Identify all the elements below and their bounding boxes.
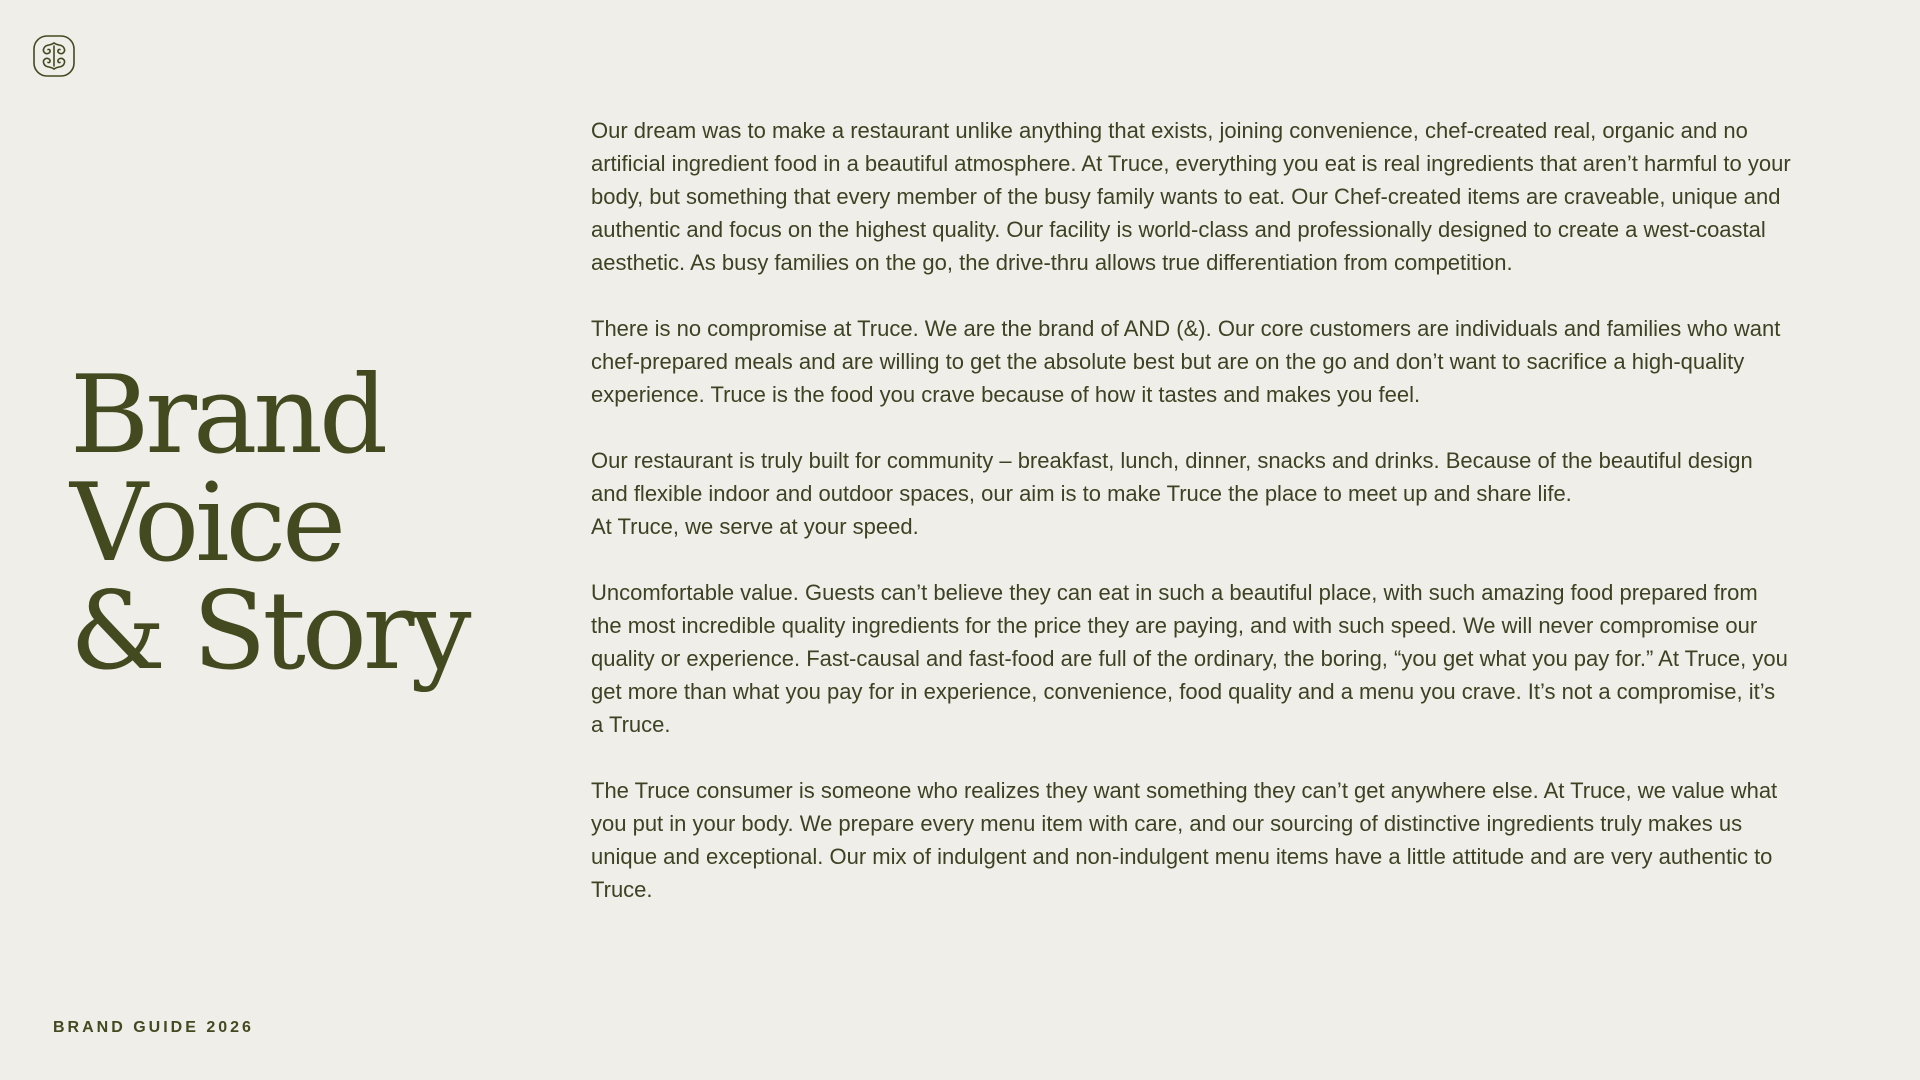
paragraph-speed: At Truce, we serve at your speed. [591, 514, 919, 539]
story-body-copy [591, 114, 1791, 939]
title-line-voice: Voice [70, 461, 343, 586]
title-line-brand: Brand [70, 353, 385, 478]
truce-monogram-icon [32, 34, 76, 78]
title-line-story: & Story [70, 569, 468, 694]
paragraph-value: Uncomfortable value. Guests can’t believe they can eat in such a beautiful place, with such amazing food prepared from the most incredible quality ingredients for the price they are paying, and with such speed. We will never compromise our quality or experience. Fast-causal and fast-food are full of the ordinary, the boring, “you get what you pay for.” At Truce, you get more than what you pay for in experience, convenience, food quality and a menu you crave. It’s not a compromise, it’s a Truce. [591, 580, 1788, 737]
paragraph-dream: Our dream was to make a restaurant unlike anything that exists, joining convenience, chef-created real, organic and no artificial ingredient food in a beautiful atmosphere. At Truce, everything you eat is real ingredients that aren’t harmful to your body, but something that every member of the busy family wants to eat. Our Chef-created items are craveable, unique and authentic and focus on the highest quality. Our facility is world-class and professionally designed to create a west-coastal aesthetic. As busy families on the go, the drive-thru allows true differentiation from competition. [591, 118, 1791, 275]
paragraph-consumer: The Truce consumer is someone who realizes they want something they can’t get anywhere else. At Truce, we value what you put in your body. We prepare every menu item with care, and our sourcing of distinctive ingredients truly makes us unique and exceptional. Our mix of indulgent and non-indulgent menu items have a little attitude and are very authentic to Truce. [591, 778, 1778, 902]
footer-brand-guide-label: BRAND GUIDE 2026 [53, 1019, 254, 1036]
paragraph-no-compromise: There is no compromise at Truce. We are the brand of AND (&). Our core customers are individuals and families who want chef-prepared meals and are willing to get the absolute best but are on the go and don’t want to sacrifice a high-quality experience. Truce is the food you crave because of how it tastes and makes you feel. [591, 316, 1781, 407]
paragraph-community: Our restaurant is truly built for community – breakfast, lunch, dinner, snacks and drinks. Because of the beautiful design and flexible indoor and outdoor spaces, our aim is to make Truce the place to meet up and share life. [591, 448, 1753, 506]
page-title [70, 353, 468, 694]
